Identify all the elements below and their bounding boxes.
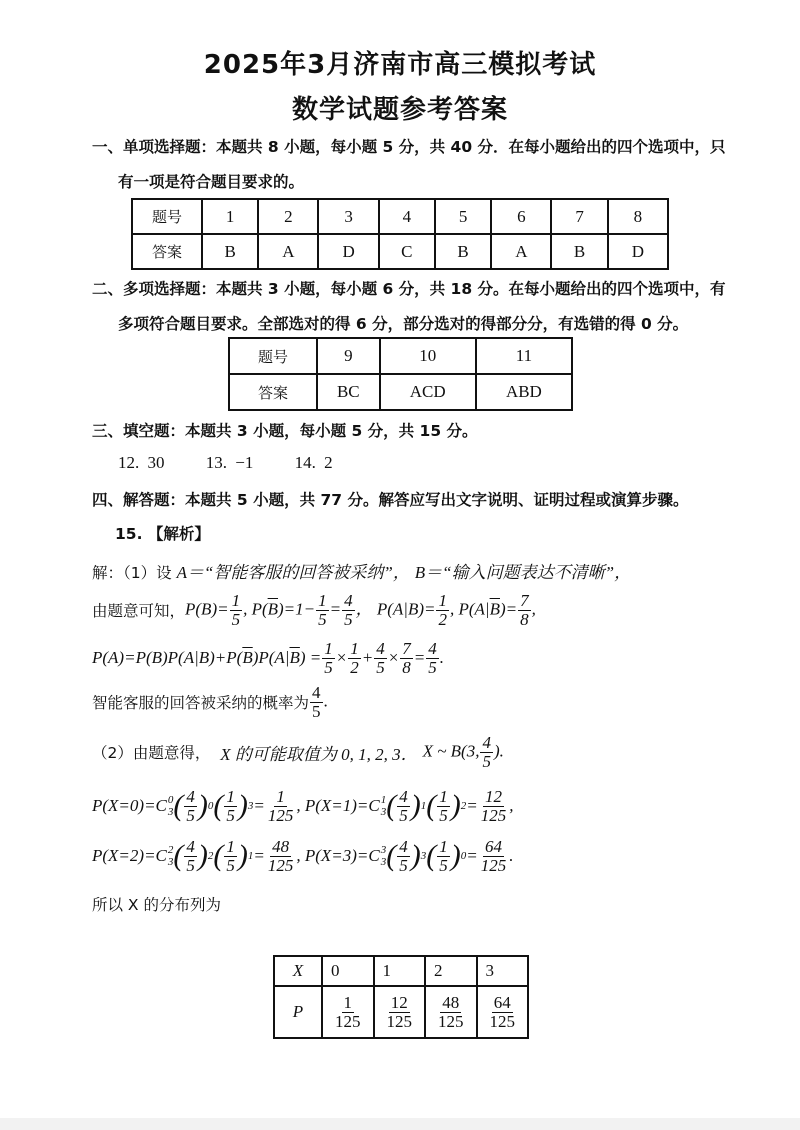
answer-14: 14. 2 — [294, 453, 333, 472]
formula-pa: P(A)=P(B)P(A|B)+P( $\overline{B}$ )P(A| $\overline{B}$ ) = $\frac{1}{5}$ × $\frac{1}{2}$ + $\frac{4}{5}$ × $\frac{7}{8}$ = $\frac{4}{5}$ . — [92, 638, 444, 677]
conclusion-part1: 智能客服的回答被采纳的概率为 $\frac{4}{5}$ . — [92, 682, 328, 721]
given-prefix: 由题意可知， — [92, 602, 186, 620]
page-subtitle: 数学试题参考答案 — [291, 95, 508, 125]
table-row-label: 答案 — [132, 234, 202, 269]
formula-px0-px1: P(X=0)=C 0 3 ( $\frac{4}{5}$ ) 0 ( $\frac{1}{5}$ ) 3 = $\frac{1}{125}$ , P(X=1)=C 1 3 ( $\frac{4}{5}$ ) 1 ( $\frac{1}{5}$ ) 2 = $\frac{12}{125}$ , — [92, 786, 514, 825]
binomial-formula: X ~ B(3, $\frac{4}{5}$ ). — [422, 732, 504, 771]
section4-heading: 四、解答题：本题共 5 小题，共 77 分。解答应写出文字说明、证明过程或演算步骤。 — [92, 491, 689, 509]
formula-px2-px3: P(X=2)=C 2 3 ( $\frac{4}{5}$ ) 2 ( $\frac{1}{5}$ ) 1 = $\frac{48}{125}$ , P(X=3)=C 3 3 ( $\frac{4}{5}$ ) 3 ( $\frac{1}{5}$ ) 0 = $\frac{64}{125}$ . — [92, 836, 514, 875]
q15-header: 15. 【解析】 — [115, 525, 210, 543]
fill-blank-answers — [118, 453, 333, 473]
x-value: 1 — [374, 956, 426, 986]
solution-intro — [92, 558, 631, 583]
question-number: 6 — [491, 199, 551, 234]
question-number: 3 — [318, 199, 378, 234]
p-value: $\frac{1}{125}$ — [322, 986, 374, 1038]
answer-13: 13. −1 — [205, 453, 254, 472]
answer-cell: ACD — [380, 374, 476, 410]
answer-cell: BC — [317, 374, 380, 410]
section3-heading: 三、填空题：本题共 3 小题，每小题 5 分，共 15 分。 — [92, 422, 478, 440]
answer-cell: B — [202, 234, 258, 269]
answer-cell: B — [551, 234, 607, 269]
section2-heading: 二、多项选择题：本题共 3 小题，每小题 6 分，共 18 分。在每小题给出的四个选项中，有 — [92, 280, 726, 298]
question-number: 7 — [551, 199, 607, 234]
p-value: $\frac{12}{125}$ — [374, 986, 426, 1038]
dist-row-label-p: P — [274, 986, 322, 1038]
given-probabilities — [92, 588, 536, 632]
conclusion-text: 智能客服的回答被采纳的概率为 — [92, 694, 310, 712]
event-b-definition: B＝“输入问题表达不清晰”， — [414, 563, 632, 582]
question-number: 5 — [435, 199, 491, 234]
table-row-label: 题号 — [229, 338, 317, 374]
part2-prefix: （2）由题意得， — [92, 744, 211, 762]
question-number: 10 — [380, 338, 476, 374]
multi-choice-answer-table — [228, 337, 573, 411]
p-value: $\frac{48}{125}$ — [425, 986, 477, 1038]
page-bottom-edge — [0, 1118, 800, 1130]
table-row-label: 答案 — [229, 374, 317, 410]
x-value: 3 — [477, 956, 529, 986]
answer-cell: D — [318, 234, 378, 269]
part2-values: X 的可能取值为 0, 1, 2, 3． — [220, 744, 418, 764]
dist-row-label-x: X — [274, 956, 322, 986]
answer-12: 12. 30 — [118, 453, 165, 472]
answer-cell: C — [379, 234, 435, 269]
question-number: 11 — [476, 338, 572, 374]
answer-cell: A — [491, 234, 551, 269]
answer-cell: D — [608, 234, 668, 269]
section1-heading: 一、单项选择题：本题共 8 小题，每小题 5 分，共 40 分．在每小题给出的四个选项中，只 — [92, 138, 726, 156]
p-value: $\frac{64}{125}$ — [477, 986, 529, 1038]
table-row-label: 题号 — [132, 199, 202, 234]
question-number: 2 — [258, 199, 318, 234]
single-choice-answer-table — [131, 198, 669, 270]
question-number: 9 — [317, 338, 380, 374]
question-number: 4 — [379, 199, 435, 234]
answer-cell: ABD — [476, 374, 572, 410]
answer-cell: B — [435, 234, 491, 269]
formula-pb: P(B)= $\frac{1}{5}$ , $P(\overline{B})=1-$ $\frac{1}{5}$ = $\frac{4}{5}$ ， P(A|B)= $\frac{1}{2}$ , $P(A|\overline{B})=$ $\frac{7}{8}$ , — [185, 590, 536, 629]
distribution-table — [273, 955, 529, 1039]
x-value: 0 — [322, 956, 374, 986]
section2-heading-cont: 多项符合题目要求。全部选对的得 6 分，部分选对的得部分分，有选错的得 0 分。 — [118, 315, 689, 333]
x-value: 2 — [425, 956, 477, 986]
part2-intro — [92, 730, 504, 774]
distribution-intro: 所以 X 的分布列为 — [92, 896, 221, 914]
question-number: 1 — [202, 199, 258, 234]
answer-cell: A — [258, 234, 318, 269]
question-number: 8 — [608, 199, 668, 234]
event-a-definition: A＝“智能客服的回答被采纳”， — [176, 563, 410, 582]
solution-intro-prefix: 解：（1）设 — [92, 564, 172, 582]
section1-heading-cont: 有一项是符合题目要求的。 — [118, 173, 305, 191]
page-title: 2025年3月济南市高三模拟考试 — [203, 50, 597, 80]
